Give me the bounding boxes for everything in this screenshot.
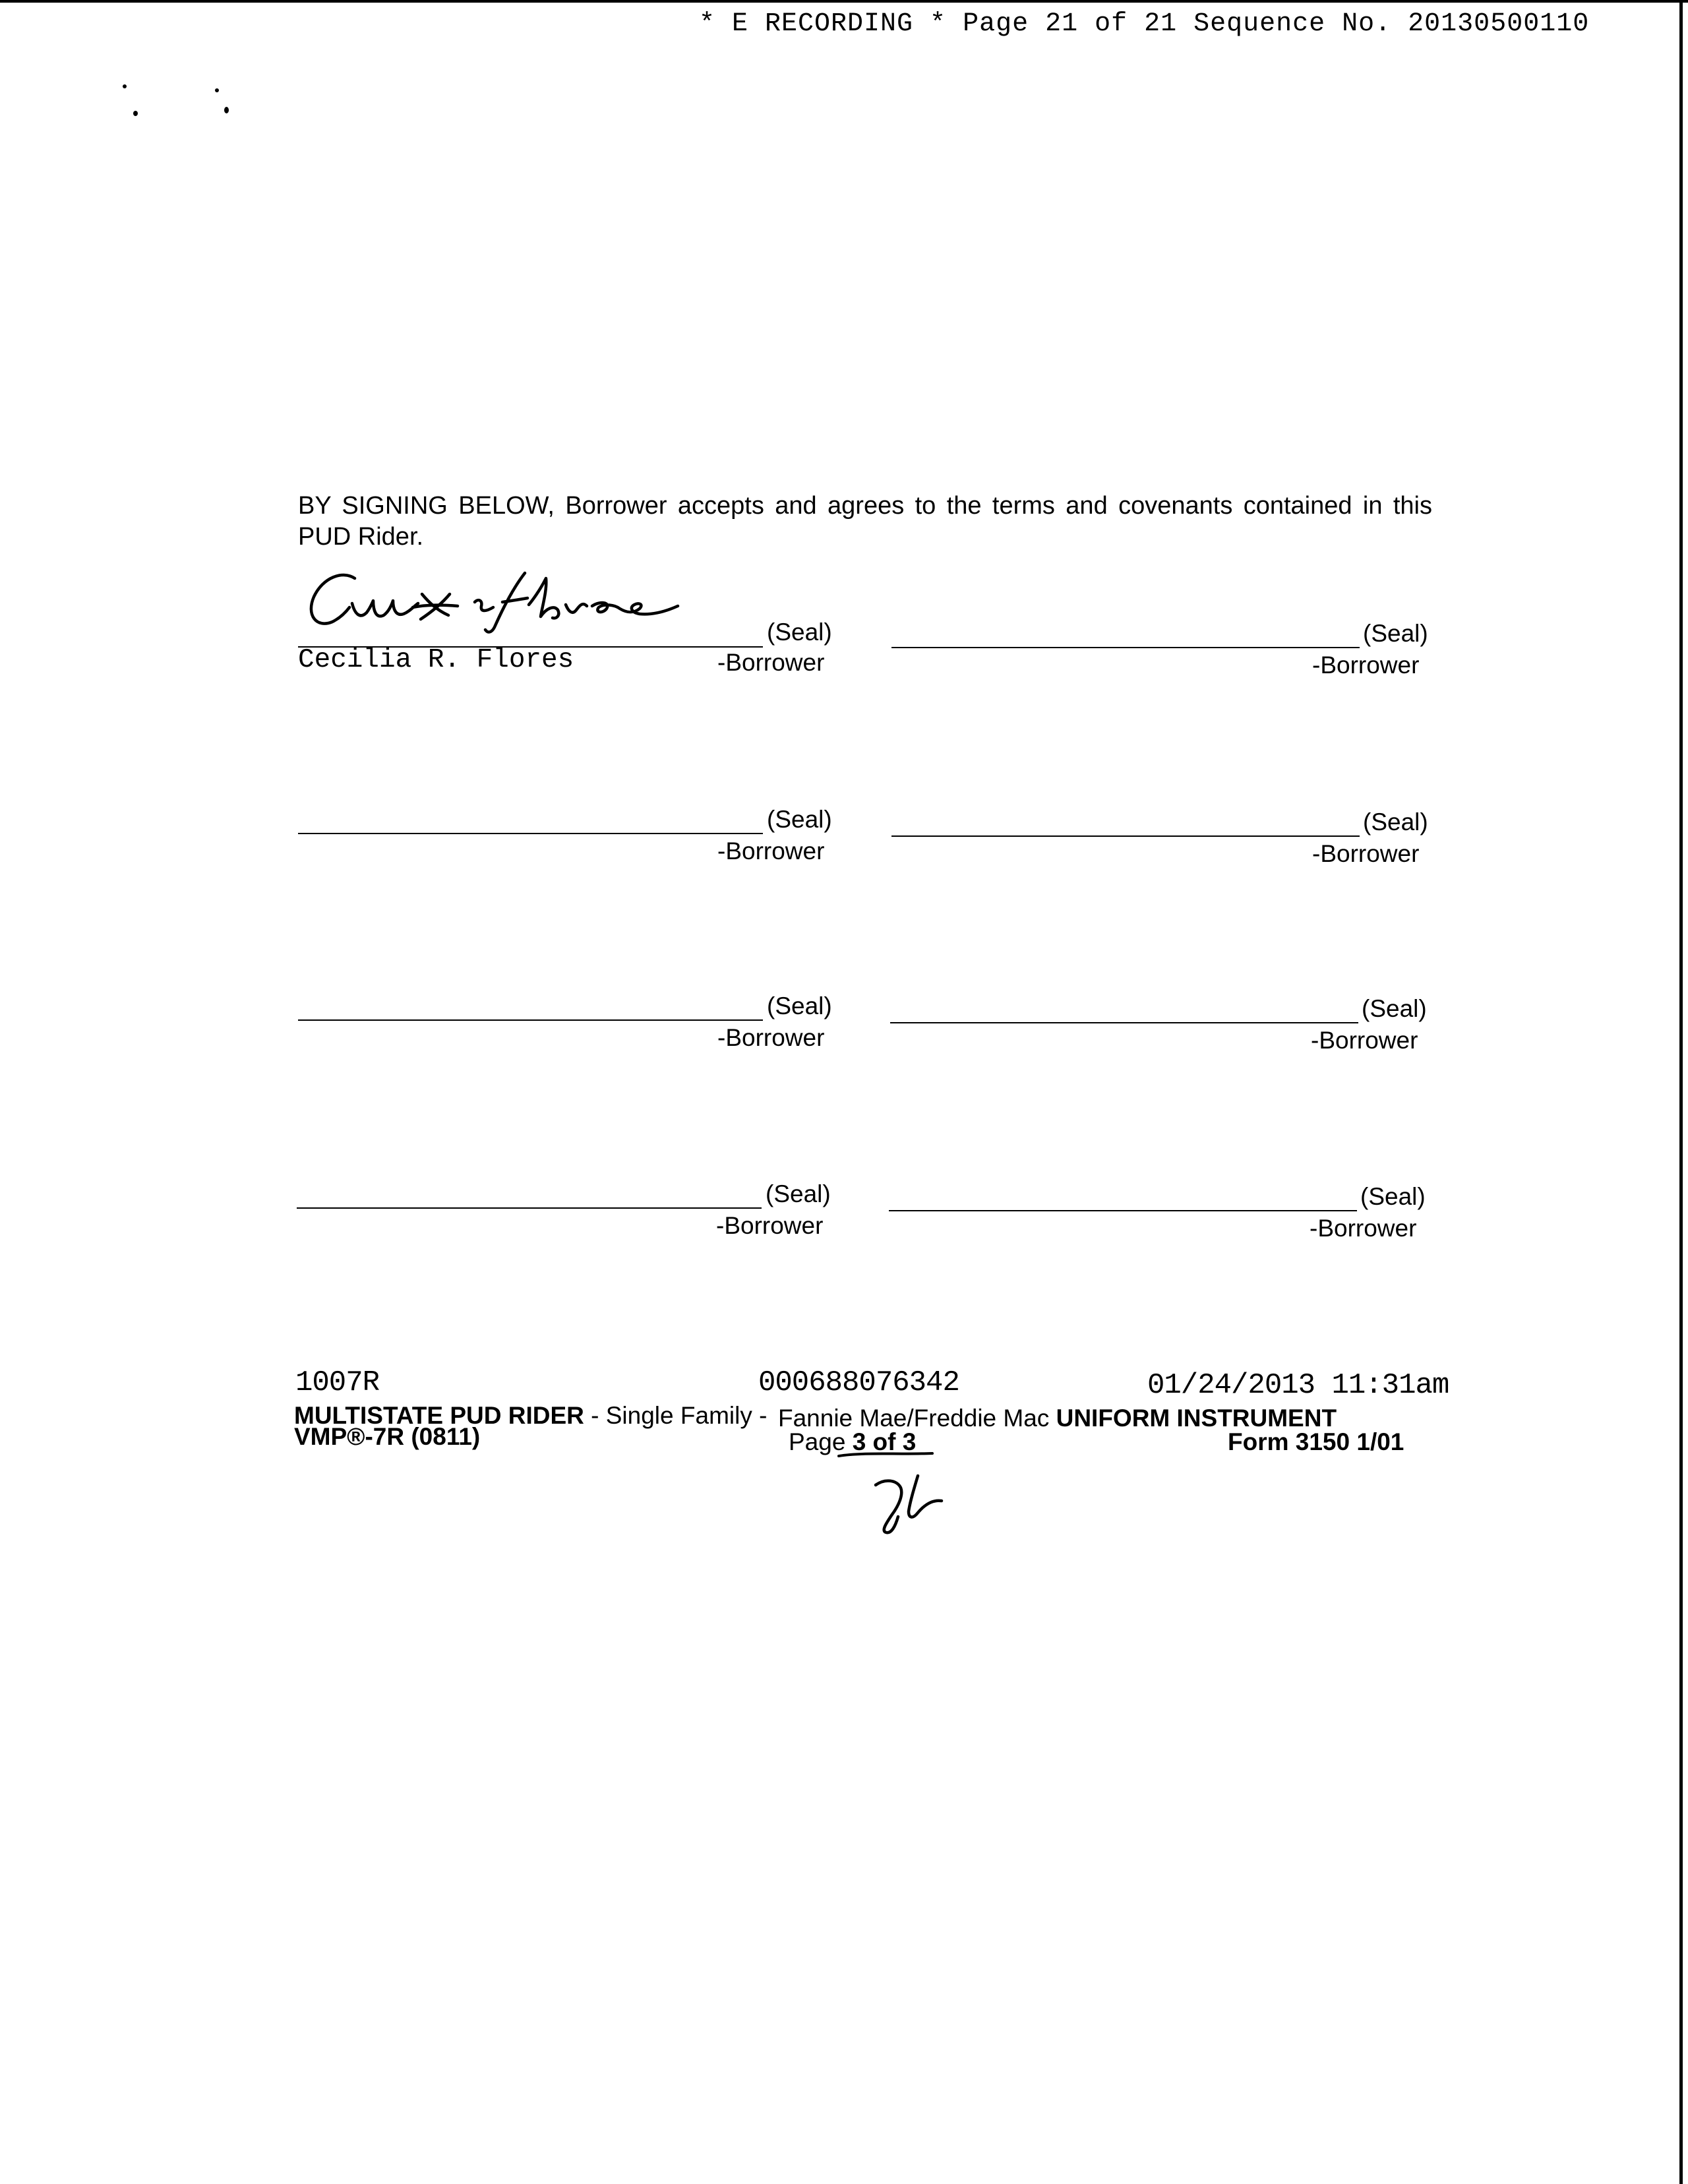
seal-label: (Seal) [1363, 808, 1428, 835]
page-word: Page [789, 1428, 846, 1455]
scan-speck [215, 88, 219, 92]
seal-label: (Seal) [1360, 1183, 1426, 1210]
print-timestamp: 01/24/2013 11:31am [1147, 1369, 1449, 1402]
signature-line [297, 1207, 762, 1209]
seal-label: (Seal) [767, 806, 832, 833]
borrower-label: -Borrower [1312, 840, 1420, 867]
recording-header: * E RECORDING * Page 21 of 21 Sequence No. 20130500110 [699, 9, 1590, 39]
page-struck: 3 of 3 [852, 1428, 917, 1455]
borrower-label: -Borrower [717, 649, 825, 676]
borrower-label: -Borrower [1310, 1215, 1417, 1242]
signing-statement: BY SIGNING BELOW, Borrower accepts and agrees to the terms and covenants contained in this PUD Rider. [298, 492, 1432, 551]
borrower-label: -Borrower [1312, 652, 1420, 679]
strikethrough-mark [836, 1445, 935, 1465]
signature-line [889, 1210, 1357, 1211]
handwritten-signature [297, 564, 706, 636]
form-number: Form 3150 1/01 [1228, 1428, 1404, 1455]
loan-number: 000688076342 [758, 1366, 959, 1399]
borrower-label: -Borrower [716, 1212, 824, 1239]
seal-label: (Seal) [1362, 995, 1427, 1022]
form-code: 1007R [295, 1366, 380, 1399]
signature-line [891, 835, 1360, 837]
handwritten-initials [869, 1471, 968, 1536]
scan-speck [123, 84, 127, 88]
seal-label: (Seal) [1363, 620, 1428, 647]
right-border [1679, 0, 1683, 2184]
borrower-label: -Borrower [717, 837, 825, 864]
scan-speck [133, 111, 138, 116]
signature-line [891, 647, 1360, 648]
rider-title-bold: MULTISTATE PUD RIDER [294, 1402, 584, 1429]
borrower-label: -Borrower [717, 1024, 825, 1051]
vmp-code: VMP®-7R (0811) [294, 1423, 481, 1450]
top-border [0, 0, 1688, 3]
uniform-label: UNIFORM INSTRUMENT [1056, 1405, 1337, 1432]
seal-label: (Seal) [767, 992, 832, 1019]
fannie-freddie: Fannie Mae/Freddie Mac [778, 1405, 1056, 1432]
signer-name: Cecilia R. Flores [298, 645, 574, 675]
rider-title-rest: - Single Family - [584, 1402, 768, 1429]
signature-line [298, 833, 763, 834]
seal-label: (Seal) [766, 1180, 831, 1207]
scan-speck [224, 107, 229, 113]
signature-line [298, 1019, 763, 1021]
seal-label: (Seal) [767, 619, 832, 646]
signature-line [890, 1022, 1358, 1023]
borrower-label: -Borrower [1311, 1027, 1418, 1054]
